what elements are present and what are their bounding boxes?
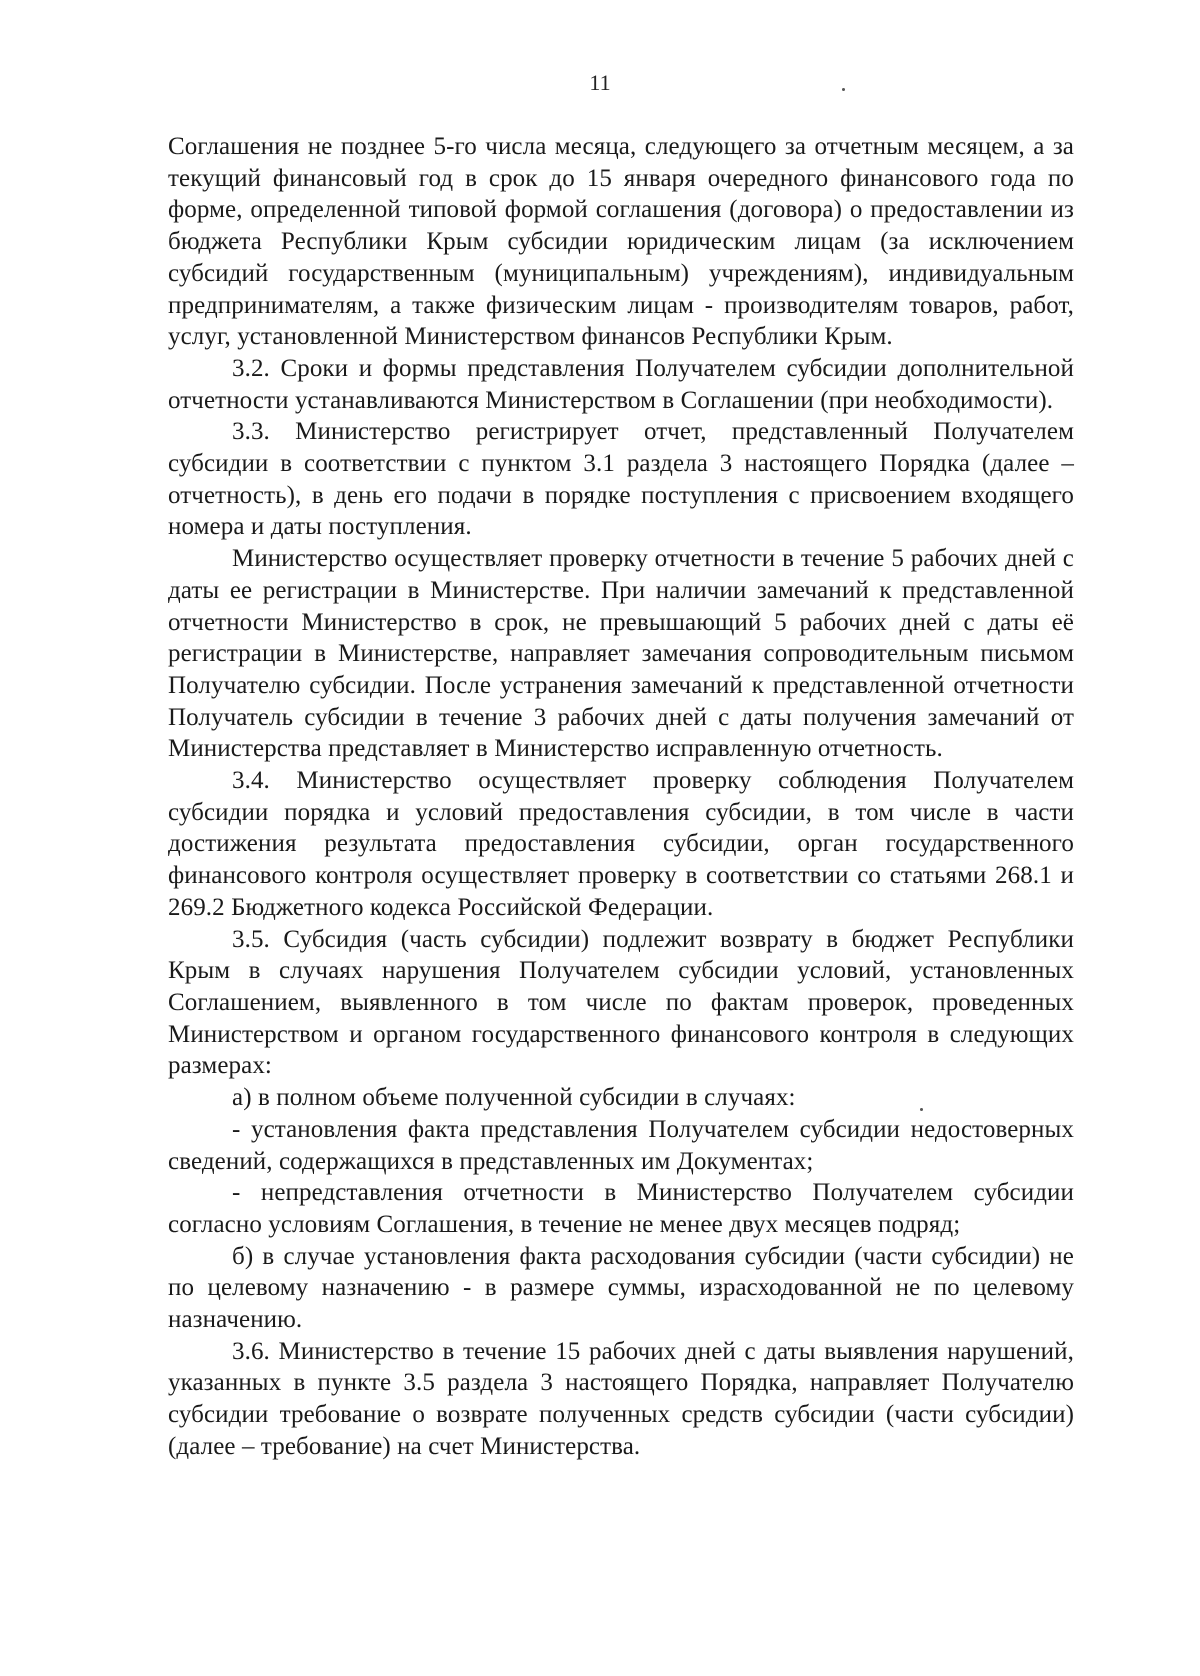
paragraph-3-6: 3.6. Министерство в течение 15 рабочих дней с даты выявления нарушений, указанных в пункте 3.5 раздела 3 настоящего Порядка, направляет Получателю субсидии требование о возврате полученных средств субсидии (части субсидии) (далее – требование) на счет Министерства. bbox=[168, 1337, 1074, 1460]
paragraph-item-b: б) в случае установления факта расходования субсидии (части субсидии) не по целевому назначению - в размере суммы, израсходованной не по целевому назначению. bbox=[168, 1242, 1074, 1334]
page-number: 11 bbox=[589, 70, 611, 95]
paragraph-verification: Министерство осуществляет проверку отчетности в течение 5 рабочих дней с даты ее регистрации в Министерстве. При наличии замечаний к представленной отчетности Министерство в срок, не превышающий 5 рабочих дней с даты её регистрации в Министерстве, направляет замечания сопроводительным письмом Получателю субсидии. После устранения замечаний к представленной отчетности Получатель субсидии в течение 3 рабочих дней с даты получения замечаний от Министерства представляет в Министерство исправленную отчетность. bbox=[168, 545, 1074, 763]
paragraph-dash-2: - непредставления отчетности в Министерство Получателем субсидии согласно условиям Соглашения, в течение не менее двух месяцев подряд; bbox=[168, 1179, 1074, 1238]
paragraph-3-3: 3.3. Министерство регистрирует отчет, представленный Получателем субсидии в соответствии с пунктом 3.1 раздела 3 настоящего Порядка (далее – отчетность), в день его подачи в порядке поступления с присвоением входящего номера и даты поступления. bbox=[168, 418, 1074, 541]
scan-speck bbox=[842, 88, 845, 91]
paragraph-item-a: а) в полном объеме полученной субсидии в случаях: bbox=[232, 1084, 796, 1112]
paragraph-3-4: 3.4. Министерство осуществляет проверку соблюдения Получателем субсидии порядка и условий предоставления субсидии, в том числе в части достижения результата предоставления субсидии, орган государственного финансового контроля осуществляет проверку в соответствии со статьями 268.1 и 269.2 Бюджетного кодекса Российской Федерации. bbox=[168, 767, 1074, 921]
paragraph-continuation: Соглашения не позднее 5-го числа месяца, следующего за отчетным месяцем, а за текущий финансовый год в срок до 15 января очередного финансового года по форме, определенной типовой формой соглашения (договора) о предоставлении из бюджета Республики Крым субсидии юридическим лицам (за исключением субсидий государственным (муниципальным) учреждениям), индивидуальным предпринимателям, а также физическим лицам - производителям товаров, работ, услуг, установленной Министерством финансов Республики Крым. bbox=[168, 133, 1074, 351]
paragraph-dash-1: - установления факта представления Получателем субсидии недостоверных сведений, содержащихся в представленных им Документах; bbox=[168, 1115, 1074, 1175]
paragraph-3-2: 3.2. Сроки и формы представления Получателем субсидии дополнительной отчетности устанавливаются Министерством в Соглашении (при необходимости). bbox=[168, 354, 1074, 414]
paragraph-3-5: 3.5. Субсидия (часть субсидии) подлежит возврату в бюджет Республики Крым в случаях нарушения Получателем субсидии условий, установленных Соглашением, выявленного в том числе по фактам проверок, проведенных Министерством и органом государственного финансового контроля в следующих размерах: bbox=[168, 925, 1074, 1080]
document-body bbox=[168, 131, 1074, 1463]
